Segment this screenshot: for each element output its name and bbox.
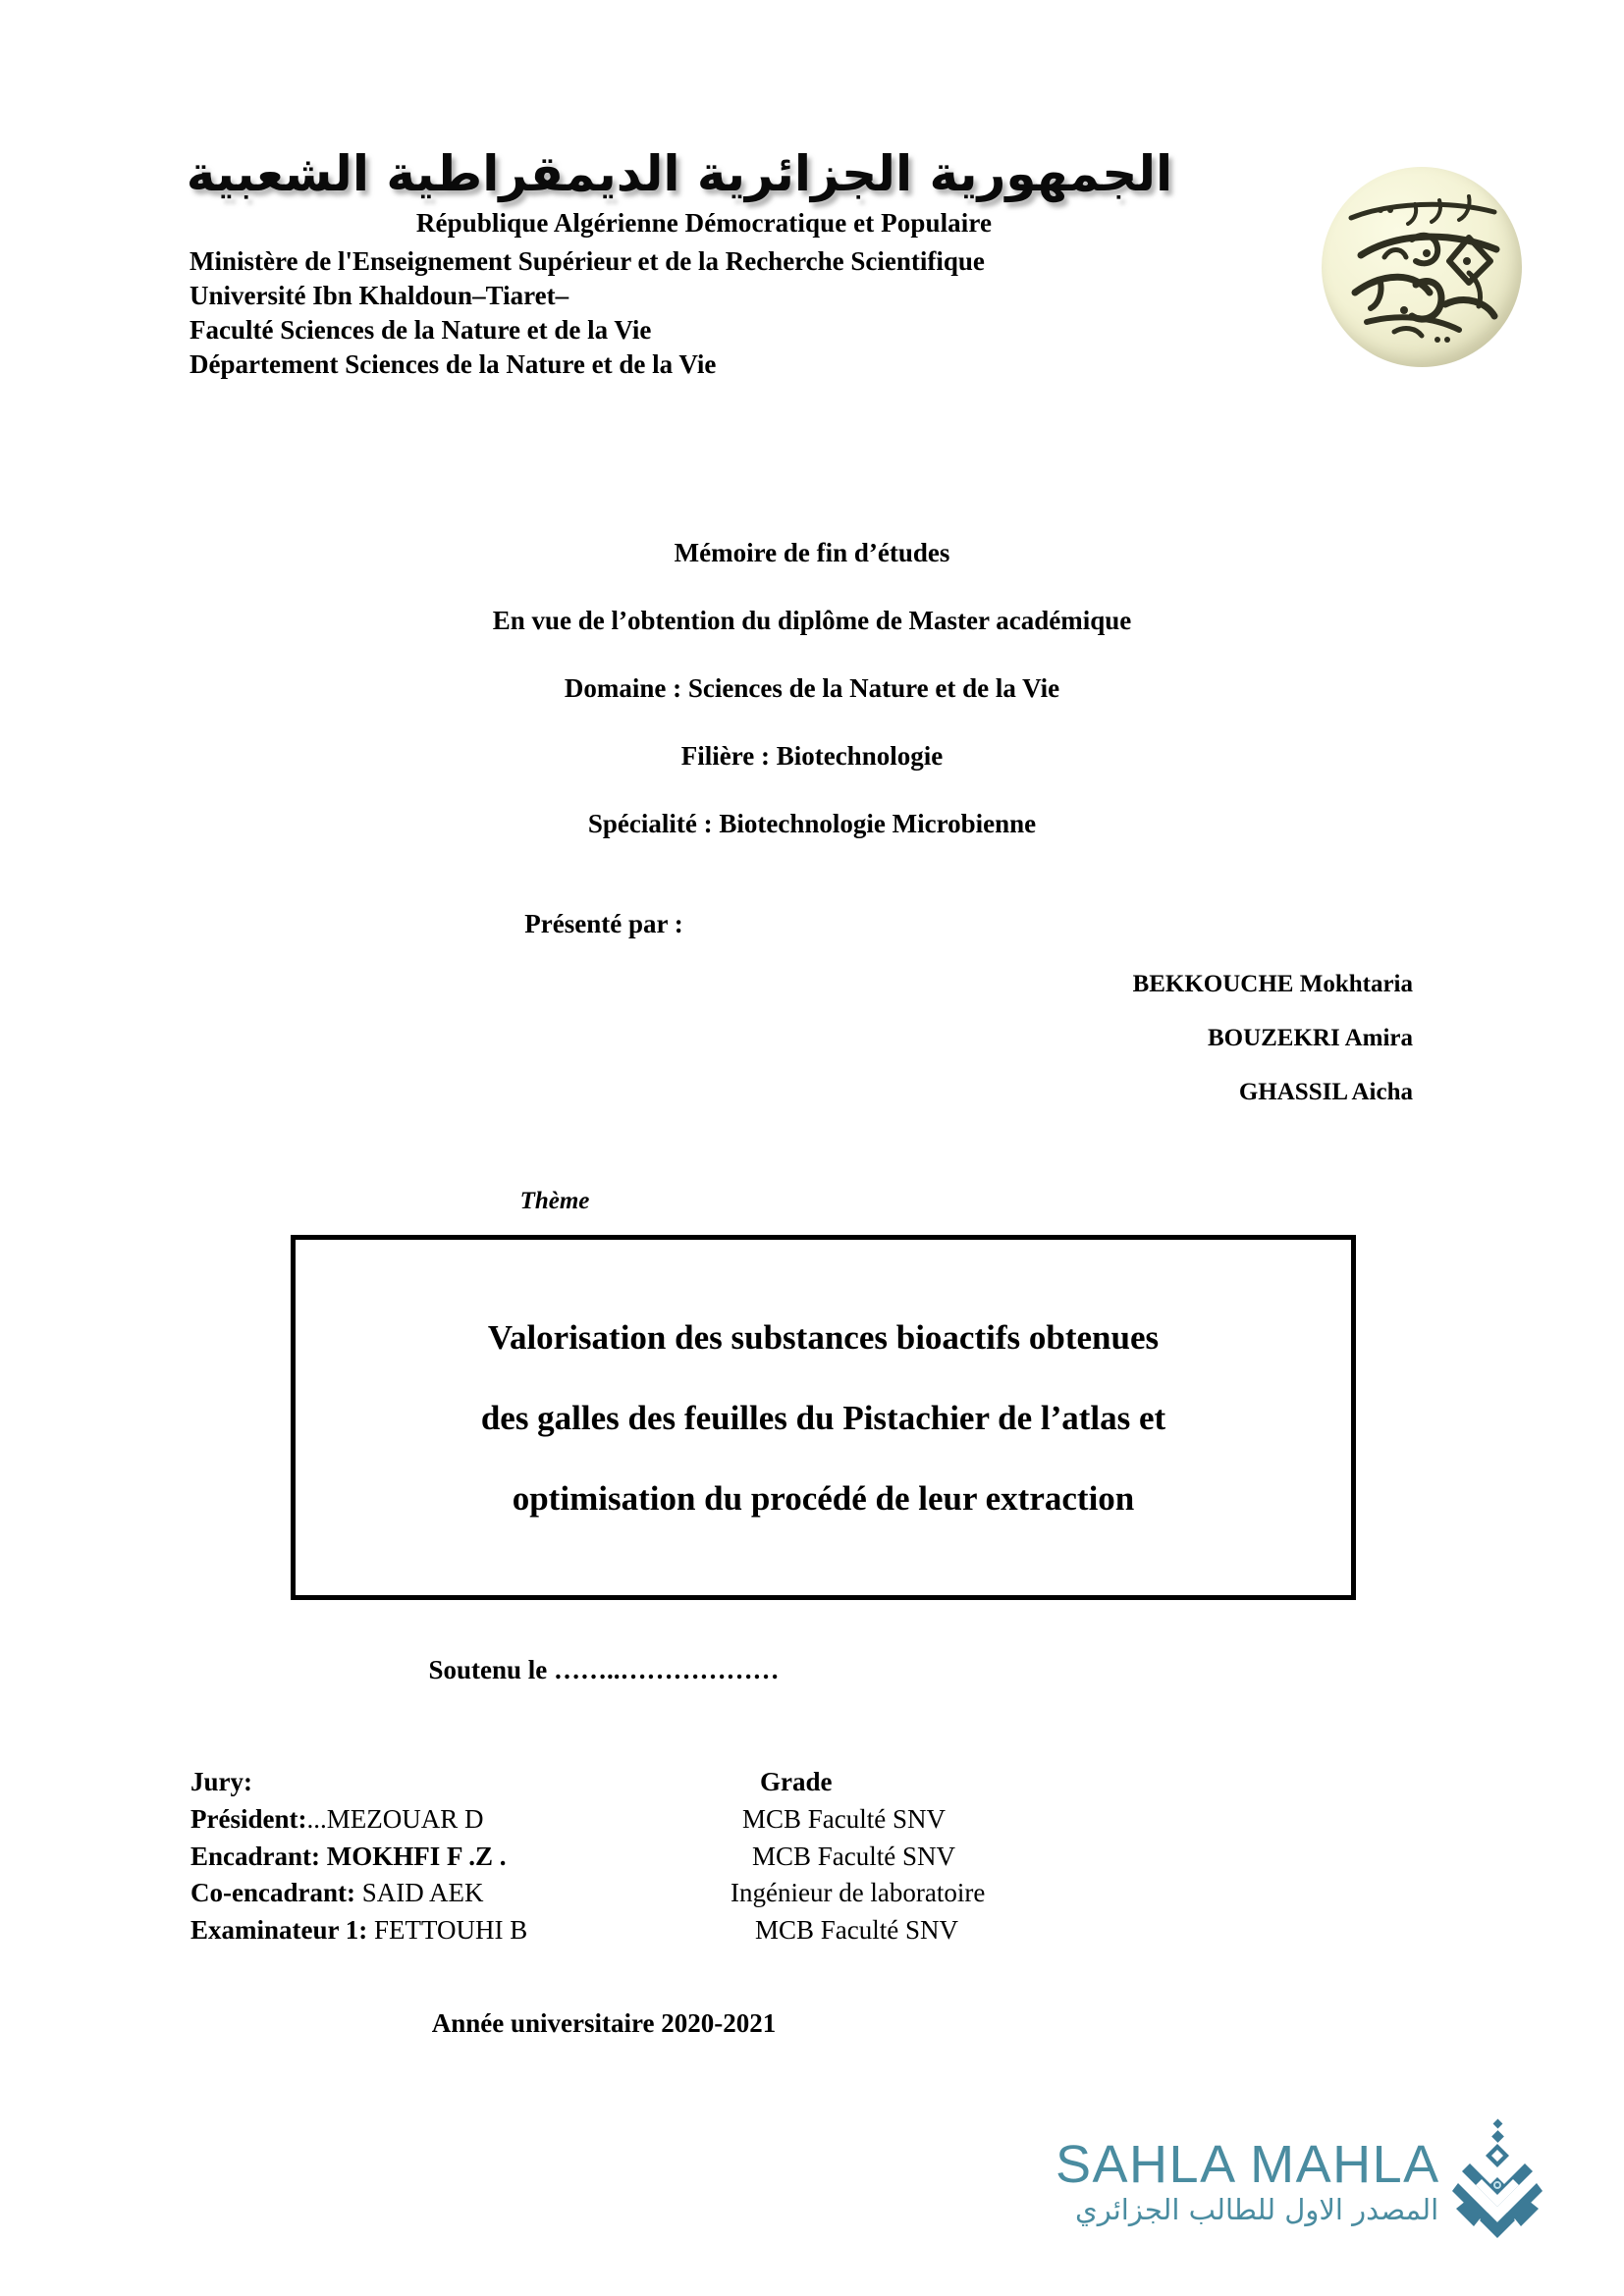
degree-info-block: [0, 538, 1624, 839]
jury-member-cell: [190, 1839, 701, 1876]
thesis-title-line: des galles des feuilles du Pistachier de l’atlas et: [480, 1398, 1166, 1437]
seal-calligraphy-icon: [1322, 167, 1522, 367]
footer-watermark-logo: [1056, 2118, 1546, 2266]
degree-line-memoire: Mémoire de fin d’études: [674, 538, 950, 567]
presented-by-label: Présenté par :: [524, 909, 683, 938]
academic-year: Année universitaire 2020-2021: [431, 2008, 777, 2038]
author-name: BOUZEKRI Amira: [1207, 1025, 1413, 1051]
jury-grade: Ingénieur de laboratoire: [731, 1878, 986, 1908]
jury-role: Encadrant:: [190, 1841, 321, 1871]
author-name: BEKKOUCHE Mokhtaria: [1132, 971, 1413, 997]
thesis-title-line: optimisation du procédé de leur extraction: [512, 1478, 1135, 1518]
footer-arabic-tagline: المصدر الاول للطالب الجزائري: [1075, 2193, 1439, 2226]
jury-member-cell: [190, 1801, 701, 1839]
thesis-title-box: [291, 1235, 1356, 1600]
seal-disc: [1322, 167, 1522, 367]
jury-header-label: Jury:: [190, 1767, 252, 1796]
jury-role: Président:: [190, 1803, 307, 1834]
institution-line-faculty: Faculté Sciences de la Nature et de la Vie: [189, 315, 652, 346]
jury-role: Co-encadrant:: [190, 1878, 355, 1908]
jury-name: ...MEZOUAR D: [306, 1803, 484, 1834]
jury-name: MOKHFI F .Z .: [320, 1841, 507, 1871]
geometric-ornament-icon: [1448, 2118, 1546, 2246]
jury-role: Examinateur 1:: [190, 1915, 368, 1946]
author-name: GHASSIL Aicha: [1238, 1079, 1413, 1105]
defense-date-line: Soutenu le ……..………………: [428, 1655, 780, 1684]
french-republic-title: République Algérienne Démocratique et Populaire: [415, 208, 993, 238]
jury-row: [190, 1912, 1398, 1949]
jury-row: [190, 1875, 1398, 1912]
institution-line-ministry: Ministère de l'Enseignement Supérieur et de la Recherche Scientifique: [189, 246, 985, 276]
jury-header-row: [190, 1764, 1398, 1801]
arabic-republic-title: الجمهورية الجزائرية الديمقراطية الشعبية: [186, 145, 1173, 202]
jury-name: FETTOUHI B: [367, 1915, 528, 1946]
theme-label: Thème: [519, 1188, 590, 1214]
jury-member-cell: [190, 1875, 701, 1912]
jury-row: [190, 1801, 1398, 1839]
thesis-title-line: Valorisation des substances bioactifs obtenues: [487, 1317, 1160, 1357]
jury-header-grade: Grade: [760, 1767, 833, 1796]
institution-line-department: Département Sciences de la Nature et de la Vie: [189, 349, 717, 380]
jury-grade: MCB Faculté SNV: [755, 1915, 959, 1946]
degree-line-diplome: En vue de l’obtention du diplôme de Master académique: [492, 606, 1132, 635]
jury-member-cell: [190, 1912, 701, 1949]
footer-wordmark: SAHLA MAHLA: [1056, 2135, 1440, 2194]
jury-grade: MCB Faculté SNV: [742, 1803, 947, 1834]
university-seal-icon: [1313, 158, 1531, 376]
jury-table: [190, 1764, 1398, 1949]
institution-line-university: Université Ibn Khaldoun–Tiaret–: [189, 281, 569, 311]
degree-line-filiere: Filière : Biotechnologie: [680, 741, 944, 771]
jury-row: [190, 1839, 1398, 1876]
jury-name: SAID AEK: [354, 1878, 484, 1908]
authors-list: [1133, 972, 1413, 1104]
jury-grade: MCB Faculté SNV: [752, 1841, 956, 1871]
degree-line-domaine: Domaine : Sciences de la Nature et de la Vie: [564, 673, 1060, 703]
degree-line-specialite: Spécialité : Biotechnologie Microbienne: [587, 809, 1037, 838]
